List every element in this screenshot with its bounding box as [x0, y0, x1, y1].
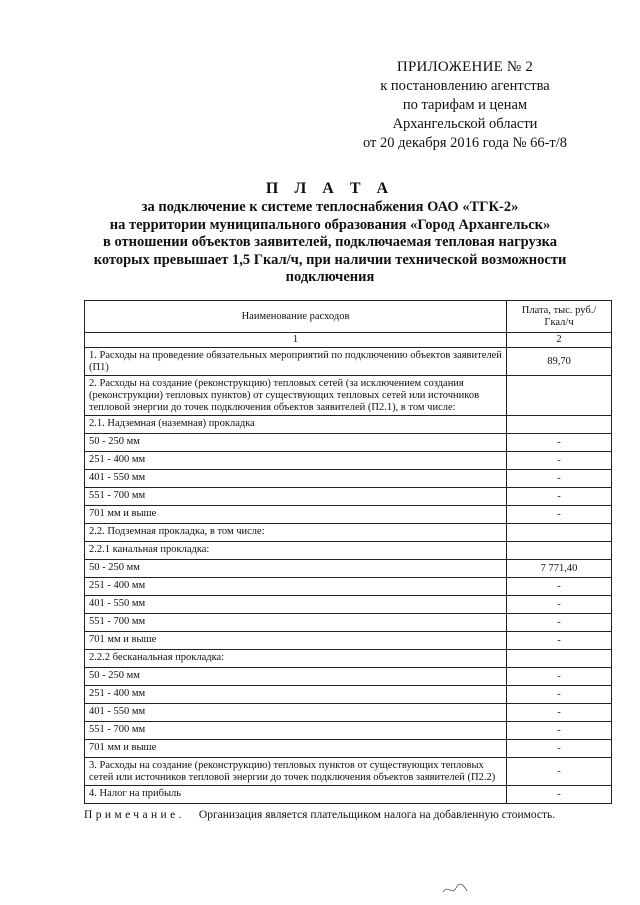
fee-value-cell: -: [507, 668, 612, 686]
table-header-row: [85, 301, 612, 333]
expense-name-cell: 1. Расходы на проведение обязательных мероприятий по подключению объектов заявителей (П1): [85, 348, 507, 376]
column-number-row: [85, 333, 612, 348]
table-row: [85, 722, 612, 740]
title-line-1: за подключение к системе теплоснабжения ОАО «ТГК-2»: [141, 199, 519, 215]
fee-value-cell: -: [507, 786, 612, 804]
header-expense-name: Наименование расходов: [85, 301, 507, 333]
table-row: [85, 470, 612, 488]
expense-name-cell: 50 - 250 мм: [85, 668, 507, 686]
fee-value-cell: [507, 542, 612, 560]
expense-name-cell: 50 - 250 мм: [85, 434, 507, 452]
fee-value-cell: 89,70: [507, 348, 612, 376]
expense-name-cell: 3. Расходы на создание (реконструкцию) тепловых пунктов от существующих тепловых сетей или источников тепловой энергии до точек подключения объектов заявителей (П2.2): [85, 758, 507, 786]
fee-value-cell: [507, 376, 612, 416]
expense-name-cell: 401 - 550 мм: [85, 596, 507, 614]
title-line-4: которых превышает 1,5 Гкал/ч, при наличии технической возможности: [93, 251, 567, 268]
footnote: [84, 809, 555, 821]
table-row: [85, 524, 612, 542]
fee-value-cell: -: [507, 578, 612, 596]
expense-name-cell: 701 мм и выше: [85, 506, 507, 524]
expense-name-cell: 4. Налог на прибыль: [85, 786, 507, 804]
footnote-label: Примечание.: [84, 809, 185, 821]
table-row: [85, 614, 612, 632]
title-line-3: в отношении объектов заявителей, подключаемая тепловая нагрузка: [102, 234, 558, 250]
expense-name-cell: 2.2.1 канальная прокладка:: [85, 542, 507, 560]
header-fee: Плата, тыс. руб./Гкал/ч: [507, 301, 612, 333]
table-row: [85, 596, 612, 614]
annex-line-2: по тарифам и ценам: [402, 97, 528, 113]
fee-value-cell: -: [507, 722, 612, 740]
expense-name-cell: 551 - 700 мм: [85, 488, 507, 506]
fee-value-cell: -: [507, 452, 612, 470]
title-main: П Л А Т А: [265, 180, 395, 197]
table-row: [85, 348, 612, 376]
expense-name-cell: 251 - 400 мм: [85, 686, 507, 704]
expense-name-cell: 251 - 400 мм: [85, 578, 507, 596]
expense-name-cell: 2.1. Надземная (наземная) прокладка: [85, 416, 507, 434]
fee-value-cell: -: [507, 686, 612, 704]
fee-value-cell: -: [507, 740, 612, 758]
annex-line-3: Архангельской области: [392, 116, 538, 132]
expense-name-cell: 251 - 400 мм: [85, 452, 507, 470]
table-row: [85, 786, 612, 804]
table-row: [85, 668, 612, 686]
fee-value-cell: -: [507, 758, 612, 786]
column-number-1: 1: [85, 333, 507, 348]
document-title: [80, 179, 580, 287]
table-row: [85, 578, 612, 596]
fee-value-cell: [507, 524, 612, 542]
annex-line-1: к постановлению агентства: [380, 78, 550, 94]
expense-name-cell: 401 - 550 мм: [85, 470, 507, 488]
expense-name-cell: 551 - 700 мм: [85, 614, 507, 632]
table-row: [85, 704, 612, 722]
table-row: [85, 434, 612, 452]
expense-name-cell: 2. Расходы на создание (реконструкцию) тепловых сетей (за исключением создания (реконструкции) тепловых пунктов) от существующих тепловых сетей или источников тепловой энергии до точек подключения объектов заявителей (П2.1), в том числе:: [85, 376, 507, 416]
table-row: [85, 542, 612, 560]
fee-value-cell: [507, 416, 612, 434]
title-line-2: на территории муниципального образования «Город Архангельск»: [109, 216, 551, 233]
expense-name-cell: 50 - 250 мм: [85, 560, 507, 578]
fees-table: [84, 300, 612, 804]
table-row: [85, 686, 612, 704]
table-row: [85, 376, 612, 416]
handwritten-mark-icon: [440, 878, 470, 898]
expense-name-cell: 701 мм и выше: [85, 740, 507, 758]
table-row: [85, 452, 612, 470]
expense-name-cell: 2.2. Подземная прокладка, в том числе:: [85, 524, 507, 542]
table-row: [85, 416, 612, 434]
table-row: [85, 632, 612, 650]
fee-value-cell: -: [507, 704, 612, 722]
table-row: [85, 488, 612, 506]
fee-value-cell: -: [507, 596, 612, 614]
footnote-text: Организация является плательщиком налога на добавленную стоимость.: [198, 809, 556, 821]
fee-value-cell: -: [507, 506, 612, 524]
expense-name-cell: 701 мм и выше: [85, 632, 507, 650]
fee-value-cell: -: [507, 632, 612, 650]
column-number-2: 2: [507, 333, 612, 348]
fee-value-cell: -: [507, 434, 612, 452]
table-row: [85, 740, 612, 758]
annex-heading: ПРИЛОЖЕНИЕ № 2: [396, 59, 534, 75]
fee-value-cell: [507, 650, 612, 668]
fee-value-cell: -: [507, 488, 612, 506]
annex-line-4: от 20 декабря 2016 года № 66-т/8: [362, 135, 568, 151]
table-row: [85, 758, 612, 786]
fee-value-cell: 7 771,40: [507, 560, 612, 578]
expense-name-cell: 401 - 550 мм: [85, 704, 507, 722]
fee-value-cell: -: [507, 470, 612, 488]
expense-name-cell: 2.2.2 бесканальная прокладка:: [85, 650, 507, 668]
fee-value-cell: -: [507, 614, 612, 632]
expense-name-cell: 551 - 700 мм: [85, 722, 507, 740]
table-row: [85, 560, 612, 578]
table-row: [85, 506, 612, 524]
table-row: [85, 650, 612, 668]
title-line-5: подключения: [285, 269, 375, 285]
annex-block: [340, 58, 590, 153]
